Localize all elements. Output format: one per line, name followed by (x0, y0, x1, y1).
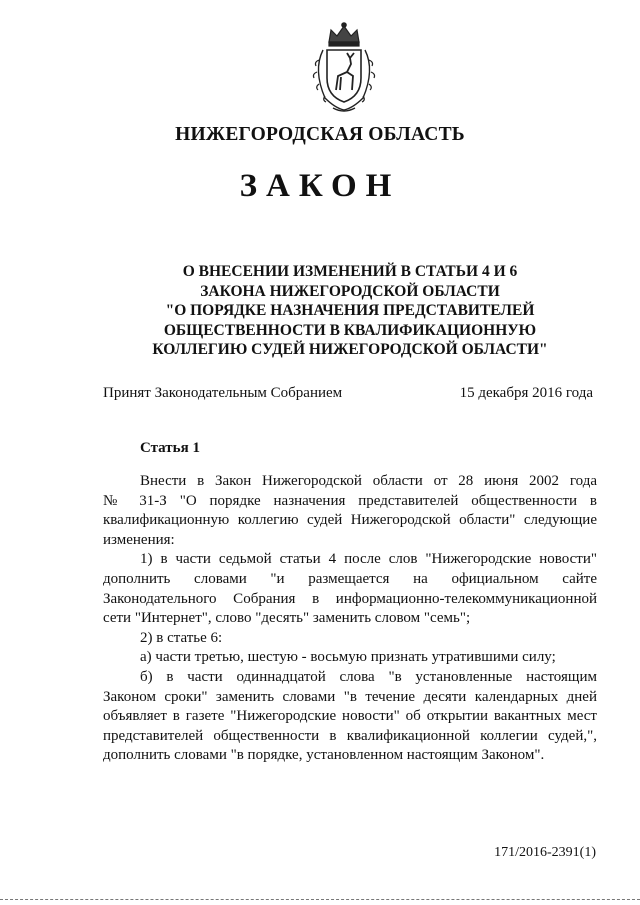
adoption-date: 15 декабря 2016 года (459, 385, 593, 401)
body-line: 2) в статье 6: (140, 629, 223, 646)
page-edge-divider (0, 899, 640, 900)
body-line: Внести в Закон Нижегородской области от 28 июня 2002 года (140, 473, 597, 489)
adopted-by: Принят Законодательным Собранием (103, 385, 343, 401)
title-line: ОБЩЕСТВЕННОСТИ В КВАЛИФИКАЦИОННУЮ (163, 321, 537, 339)
title-line: КОЛЛЕГИЮ СУДЕЙ НИЖЕГОРОДСКОЙ ОБЛАСТИ" (152, 341, 548, 358)
body-line: б) в части одиннадцатой слова "в установленные настоящим (140, 668, 597, 685)
title-line: О ВНЕСЕНИИ ИЗМЕНЕНИЙ В СТАТЬИ 4 И 6 (182, 263, 518, 280)
body-line: № 31-З "О порядке назначения представителей общественности в (103, 492, 597, 509)
body-line: Законодательного Собрания в информационно-телекоммуникационной (103, 590, 597, 607)
body-line: квалификационную коллегию судей Нижегородской области" следующие (103, 512, 597, 529)
body-line: дополнить словами "и размещается на официальном сайте (103, 570, 597, 587)
body-line: а) части третью, шестую - восьмую признать утратившими силу; (140, 649, 556, 666)
region-name: НИЖЕГОРОДСКАЯ ОБЛАСТЬ (175, 124, 465, 145)
body-line: объявляет в газете "Нижегородские новости" об открытии вакантных мест (103, 708, 597, 725)
body-line: дополнить словами "в порядке, установленном настоящим Законом". (103, 747, 545, 764)
article-heading: Статья 1 (140, 440, 200, 456)
document-type: ЗАКОН (239, 168, 401, 204)
article-body (103, 472, 597, 766)
coat-of-arms-icon (303, 20, 385, 116)
body-line: представителей общественности в квалификационной коллегии судей,", (103, 727, 597, 744)
body-line: Законом сроки" заменить словами "в течение десяти календарных дней (103, 688, 597, 705)
body-line: 1) в части седьмой статьи 4 после слов "Нижегородские новости" (140, 551, 597, 568)
body-line: сети "Интернет", слово "десять" заменить словом "семь"; (103, 610, 471, 627)
body-line: изменения: (103, 531, 175, 548)
document-number: 171/2016-2391(1) (494, 845, 596, 860)
title-line: ЗАКОНА НИЖЕГОРОДСКОЙ ОБЛАСТИ (200, 282, 500, 300)
law-title (100, 262, 600, 360)
title-line: "О ПОРЯДКЕ НАЗНАЧЕНИЯ ПРЕДСТАВИТЕЛЕЙ (165, 302, 535, 319)
